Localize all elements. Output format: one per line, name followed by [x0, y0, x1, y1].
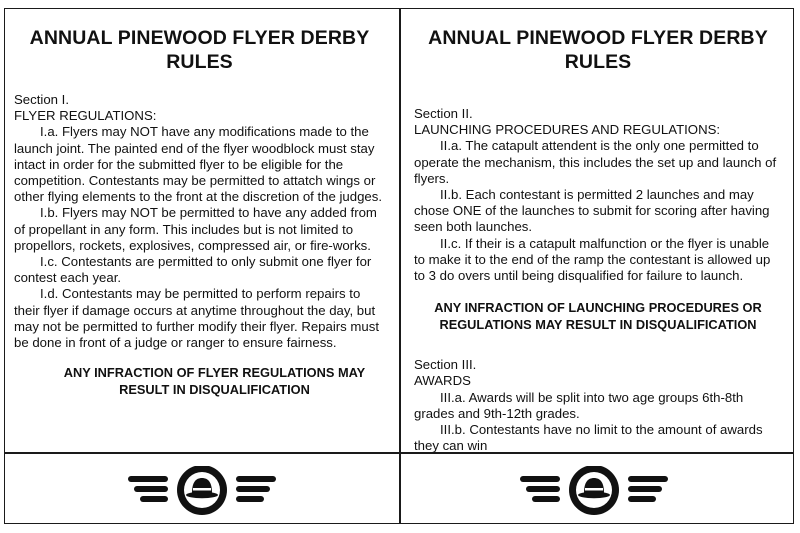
section-3 [414, 357, 782, 454]
rule-2c: II.c. If their is a catapult malfunction or the flyer is unable to make it to the end of the ramp the contestant is allowed up to 3 do overs until being disqualified for failure to launch. [414, 235, 771, 284]
title-line-1: ANNUAL PINEWOOD FLYER DERBY [428, 27, 768, 49]
rule-3b: III.b. Contestants have no limit to the amount of awards they can win [414, 422, 763, 454]
rule-1a: I.a. Flyers may NOT have any modifications made to the launch joint. The painted end of the flyer woodblock must stay intact in order for the submitted flyer to be eligible for the competition. Contestants may be permitted to attatch wings or other flying elements to the front at the discretion of the judges. [14, 124, 383, 205]
section-label: Section I. [14, 92, 69, 107]
rule-2b: II.b. Each contestant is permitted 2 launches and may chose ONE of the launches to submit for scoring after having seen both launches. [414, 187, 770, 235]
section-label: Section III. [414, 357, 477, 373]
warning-line-2: RESULT IN DISQUALIFICATION [119, 381, 310, 397]
disqualification-warning [414, 300, 782, 333]
section-heading: LAUNCHING PROCEDURES AND REGULATIONS: [414, 122, 721, 138]
rule-3a: III.a. Awards will be split into two age groups 6th-8th grades and 9th-12th grades. [414, 389, 744, 421]
rule-1c: I.c. Contestants are permitted to only submit one flyer for contest each year. [14, 254, 372, 286]
winged-hat-emblem-icon [516, 466, 672, 518]
title-line-1: ANNUAL PINEWOOD FLYER DERBY [29, 27, 370, 49]
section-2 [414, 106, 782, 284]
rule-2a: II.a. The catapult attendent is the only one permitted to operate the mechanism, this includes the set up and launch of flyers. [414, 138, 777, 186]
warning-line-1: ANY INFRACTION OF LAUNCHING PROCEDURES OR [434, 300, 762, 316]
page-title [414, 26, 782, 74]
spacer [414, 333, 782, 349]
disqualification-warning [14, 365, 385, 398]
section-label: Section II. [414, 106, 473, 121]
rule-1b: I.b. Flyers may NOT be permitted to have any added from of propellant in any form. This includes but is not limited to propellors, rockets, explosives, compressed air, or fire-works. [14, 205, 377, 253]
warning-line-1: ANY INFRACTION OF FLYER REGULATIONS MAY [63, 365, 366, 381]
section-heading: AWARDS [414, 373, 471, 389]
winged-hat-emblem-icon [124, 466, 280, 518]
section-heading: FLYER REGULATIONS: [14, 108, 157, 124]
title-line-2: RULES [564, 51, 632, 73]
title-line-2: RULES [166, 51, 233, 73]
rules-panel-right [400, 8, 794, 452]
rules-panel-left [4, 8, 399, 452]
warning-line-2: REGULATIONS MAY RESULT IN DISQUALIFICATION [439, 316, 757, 332]
page-title [14, 26, 385, 74]
section-1 [14, 92, 385, 351]
rule-1d: I.d. Contestants may be permitted to perform repairs to their flyer if damage occurs at anytime throughout the day, but may not be permitted to further modify their flyer. Repairs must be done in front of a judge or ranger to ensure fairness. [14, 286, 379, 351]
